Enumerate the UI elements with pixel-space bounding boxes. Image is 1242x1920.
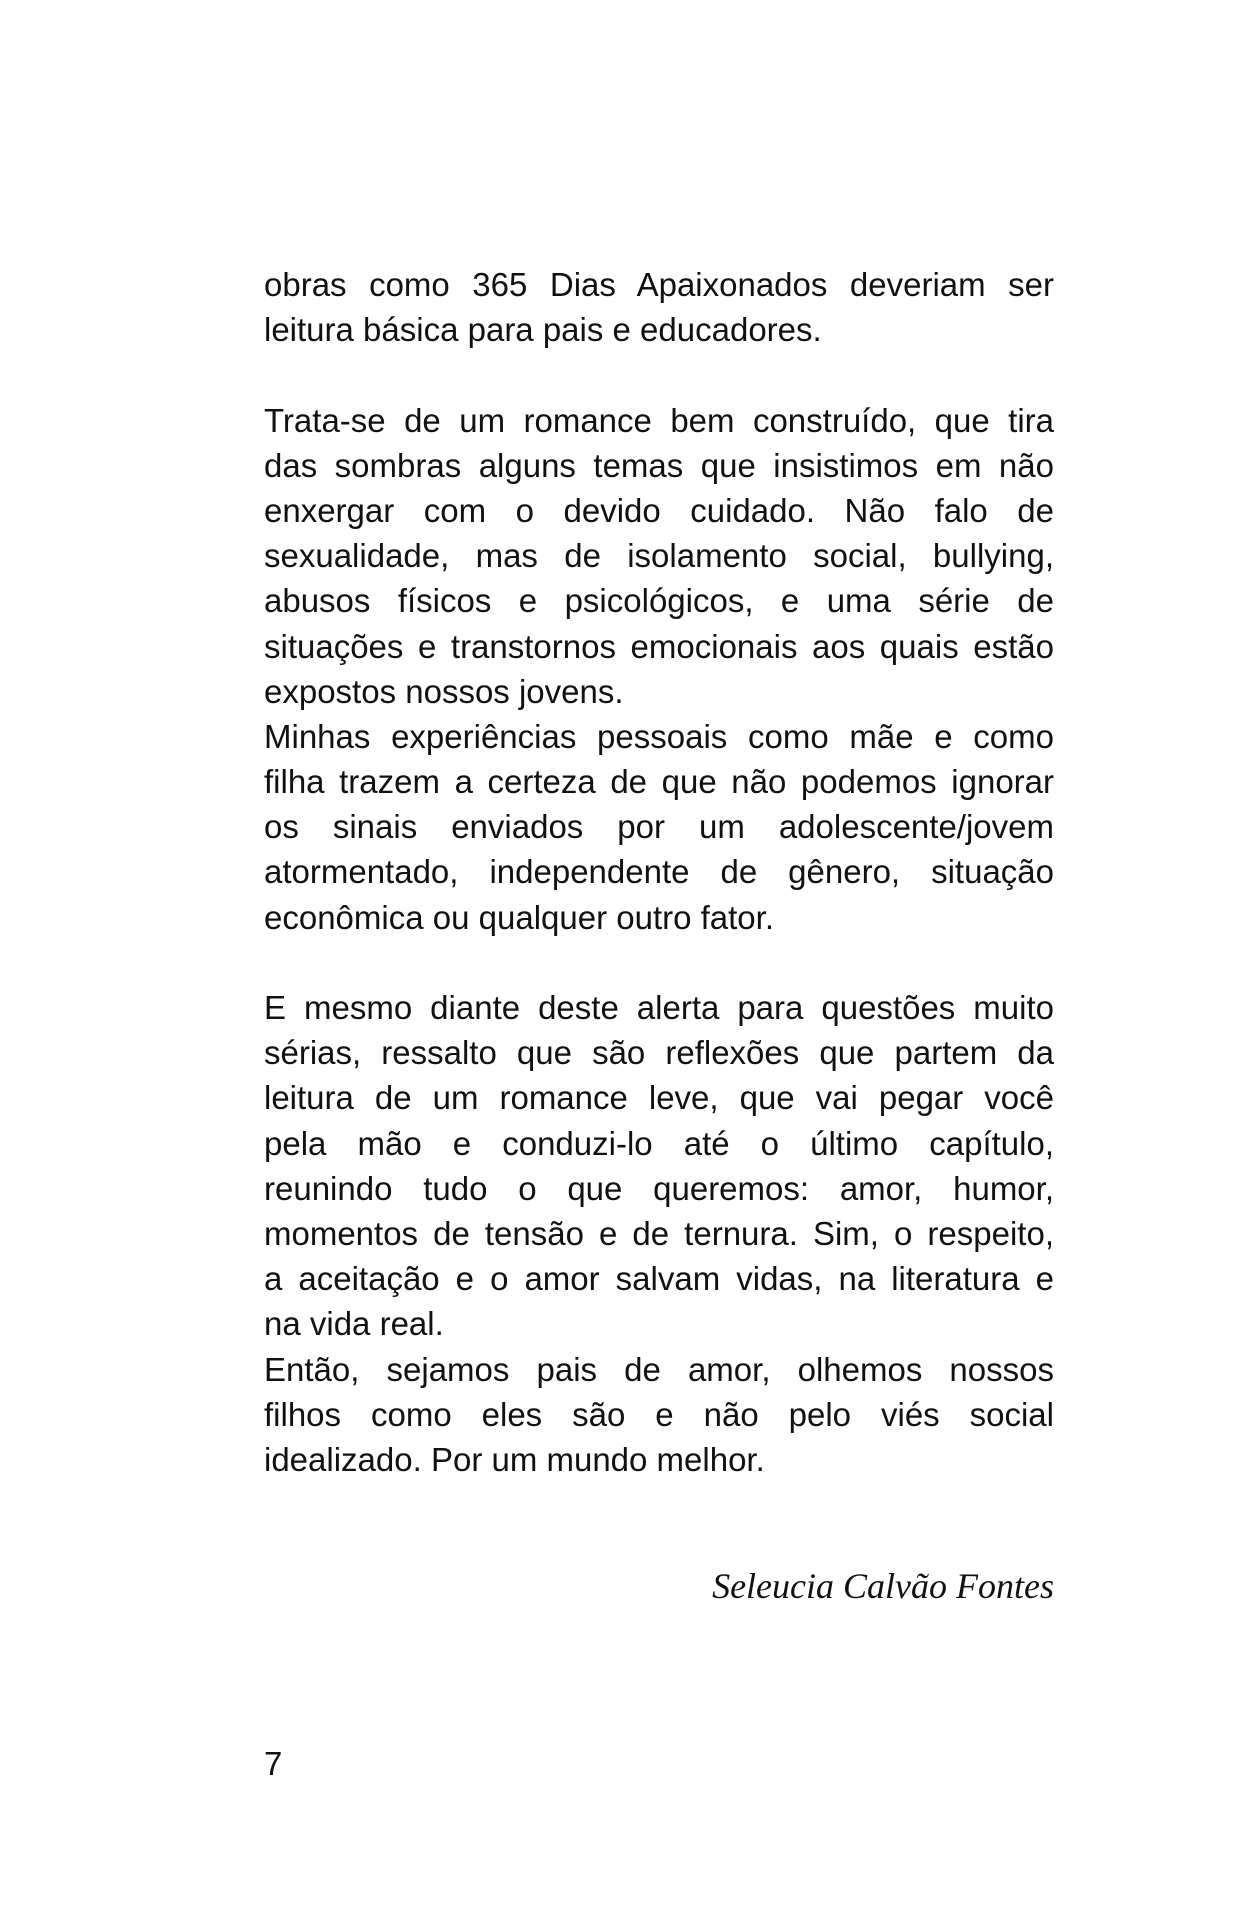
- paragraph: [264, 985, 1054, 1347]
- text-line: Então, sejamos pais de amor, olhemos nossos: [264, 1350, 1054, 1388]
- text-line: filhos como eles são e não pelo viés social: [264, 1395, 1054, 1433]
- text-line: os sinais enviados por um adolescente/jovem: [264, 808, 1054, 846]
- author-signature: Seleucia Calvão Fontes: [712, 1566, 1054, 1606]
- page-number: 7: [264, 1745, 283, 1782]
- text-line: situações e transtornos emocionais aos quais estão: [264, 627, 1054, 665]
- paragraph-spacer: [264, 352, 1054, 397]
- text-line: reunindo tudo o que queremos: amor, humor,: [264, 1169, 1054, 1207]
- text-line: a aceitação e o amor salvam vidas, na literatura e: [264, 1260, 1054, 1298]
- text-line: pela mão e conduzi-lo até o último capítulo,: [264, 1124, 1054, 1162]
- text-line: enxergar com o devido cuidado. Não falo de: [264, 491, 1054, 529]
- text-line: obras como 365 Dias Apaixonados deveriam ser: [264, 266, 1054, 303]
- text-line: expostos nossos jovens.: [264, 672, 624, 710]
- text-line: leitura básica para pais e educadores.: [264, 311, 822, 349]
- paragraph: [264, 1347, 1054, 1483]
- text-line: abusos físicos e psicológicos, e uma série de: [264, 582, 1054, 620]
- text-line: atormentado, independente de gênero, situação: [264, 853, 1054, 891]
- paragraph: [264, 262, 1054, 352]
- text-line: das sombras alguns temas que insistimos em não: [264, 446, 1054, 484]
- body-text: [264, 262, 1054, 1482]
- text-line: sexualidade, mas de isolamento social, bullying,: [264, 537, 1054, 575]
- text-line: leitura de um romance leve, que vai pegar você: [264, 1079, 1054, 1117]
- text-line: idealizado. Por um mundo melhor.: [264, 1440, 765, 1478]
- text-line: filha trazem a certeza de que não podemos ignorar: [264, 763, 1054, 801]
- text-line: sérias, ressalto que são reflexões que partem da: [264, 1034, 1054, 1072]
- paragraph-spacer: [264, 940, 1054, 985]
- text-line: Minhas experiências pessoais como mãe e como: [264, 717, 1054, 755]
- text-line: E mesmo diante deste alerta para questões muito: [264, 989, 1054, 1026]
- paragraph: [264, 714, 1054, 940]
- paragraph: [264, 398, 1054, 714]
- text-line: na vida real.: [264, 1305, 444, 1343]
- text-line: momentos de tensão e de ternura. Sim, o respeito,: [264, 1214, 1054, 1252]
- text-line: Trata-se de um romance bem construído, que tira: [264, 401, 1054, 439]
- text-line: econômica ou qualquer outro fator.: [264, 898, 775, 936]
